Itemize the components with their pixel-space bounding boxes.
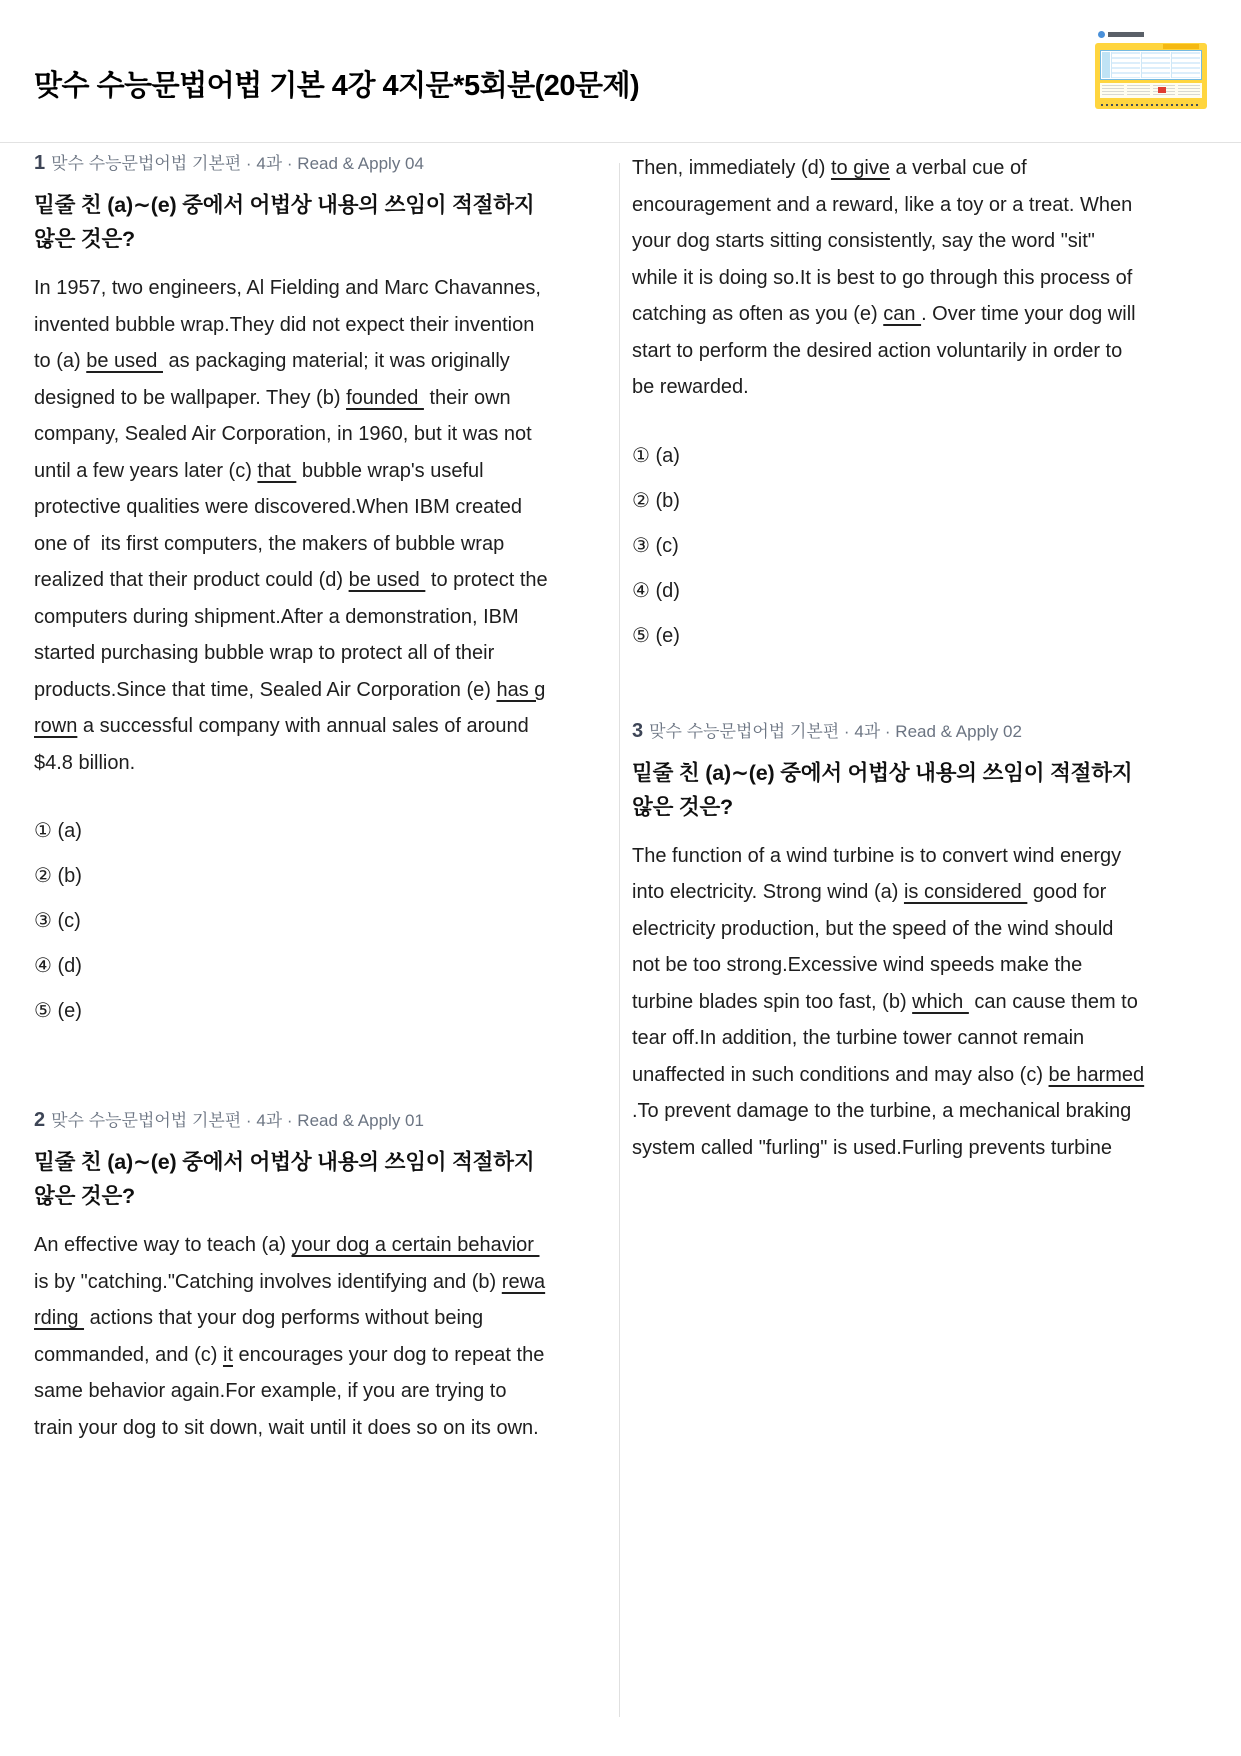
question-prompt: 밑줄 친 (a)∼(e) 중에서 어법상 내용의 쓰임이 적절하지 않은 것은? [34,193,535,251]
answer-options [34,815,548,1027]
question-header [34,150,548,178]
right-column [632,150,1150,1166]
question-meta: 맞수 수능문법어법 기본편 · 4과 · Read & Apply 02 [649,721,1022,741]
question-passage: The function of a wind turbine is to convert wind energy into electricity. Strong wind (a) is considered good for electricity production, but the speed of the wind should not be too strong.Excessive wind speeds make the turbine blades spin too fast, (b) which can cause them to tear off.In addition, the turbine tower cannot remain unaffected in such conditions and may also (c) be harmed .To prevent damage to the turbine, a mechanical braking system called "furling" is used.Furling prevents turbine [632,844,1150,1159]
question-number: 3 [632,719,644,742]
question-header [632,718,1146,746]
thumbnail-table [1100,50,1202,80]
left-column [34,150,554,1446]
answer-option: ② (b) [34,865,82,887]
question-passage: An effective way to teach (a) your dog a certain behavior is by "catching."Catching involves identifying and (b) rewarding actions that your dog performs without being commanded, and (c) it encourages your dog to repeat the same behavior again.For example, if you are trying to train your dog to sit down, wait until it does so on its own. [34,1234,550,1439]
thumbnail-red-mark [1158,87,1166,93]
header-divider [0,142,1241,143]
question-2-section [34,1107,548,1446]
answer-option: ⑤ (e) [632,624,680,647]
thumbnail-sheet [1095,43,1207,109]
question-passage-continued: Then, immediately (d) to give a verbal cue of encouragement and a reward, like a toy or a treat. When your dog starts sitting consistently, say the word "sit" while it is doing so.It is best to go through this process of catching as often as you (e) can . Over time your dog will start to perform the desired action voluntarily in order to be rewarded. [632,157,1142,398]
answer-option: ① (a) [34,820,82,842]
thumbnail-tab [1163,44,1199,49]
worksheet-preview-thumbnail [1095,30,1207,118]
question-number: 1 [34,152,46,174]
publisher-logo-icon [1098,31,1105,38]
question-meta: 맞수 수능문법어법 기본편 · 4과 · Read & Apply 01 [51,1111,424,1130]
question-prompt: 밑줄 친 (a)∼(e) 중에서 어법상 내용의 쓰임이 적절하지 않은 것은? [632,760,1133,819]
answer-option: ⑤ (e) [34,1000,82,1022]
answer-option: ② (b) [632,489,680,512]
page-title: 맞수 수능문법어법 기본 4강 4지문*5회분(20문제) [34,70,640,103]
thumbnail-logo-row [1095,30,1207,39]
question-2-continuation [632,150,1146,652]
question-number: 2 [34,1109,46,1131]
question-passage: In 1957, two engineers, Al Fielding and Marc Chavannes, invented bubble wrap.They did not expect their invention to (a) be used as packaging material; it was originally designed to be wallpaper. They (b) founded their own company, Sealed Air Corporation, in 1960, but it was not until a few years later (c) that bubble wrap's useful protective qualities were discovered.When IBM created one of its first computers, the makers of bubble wrap realized that their product could (d) be used to protect the computers during shipment.After a demonstration, IBM started purchasing bubble wrap to protect all of their products.Since that time, Sealed Air Corporation (e) has grown a successful company with annual sales of around $4.8 billion. [34,277,554,774]
answer-option: ③ (c) [632,534,679,557]
answer-option: ③ (c) [34,910,81,932]
answer-option: ④ (d) [34,955,82,977]
answer-options [632,440,1146,652]
thumbnail-notes-area [1100,83,1202,98]
question-meta: 맞수 수능문법어법 기본편 · 4과 · Read & Apply 04 [51,154,424,173]
answer-option: ① (a) [632,444,680,467]
question-header [34,1107,548,1135]
column-divider [619,163,620,1717]
question-3-section [632,718,1150,1167]
answer-option: ④ (d) [632,579,680,602]
question-1-section [34,150,554,1027]
publisher-logo-text [1108,32,1144,37]
question-prompt: 밑줄 친 (a)∼(e) 중에서 어법상 내용의 쓰임이 적절하지 않은 것은? [34,1150,535,1208]
thumbnail-footer-dots [1101,104,1201,106]
